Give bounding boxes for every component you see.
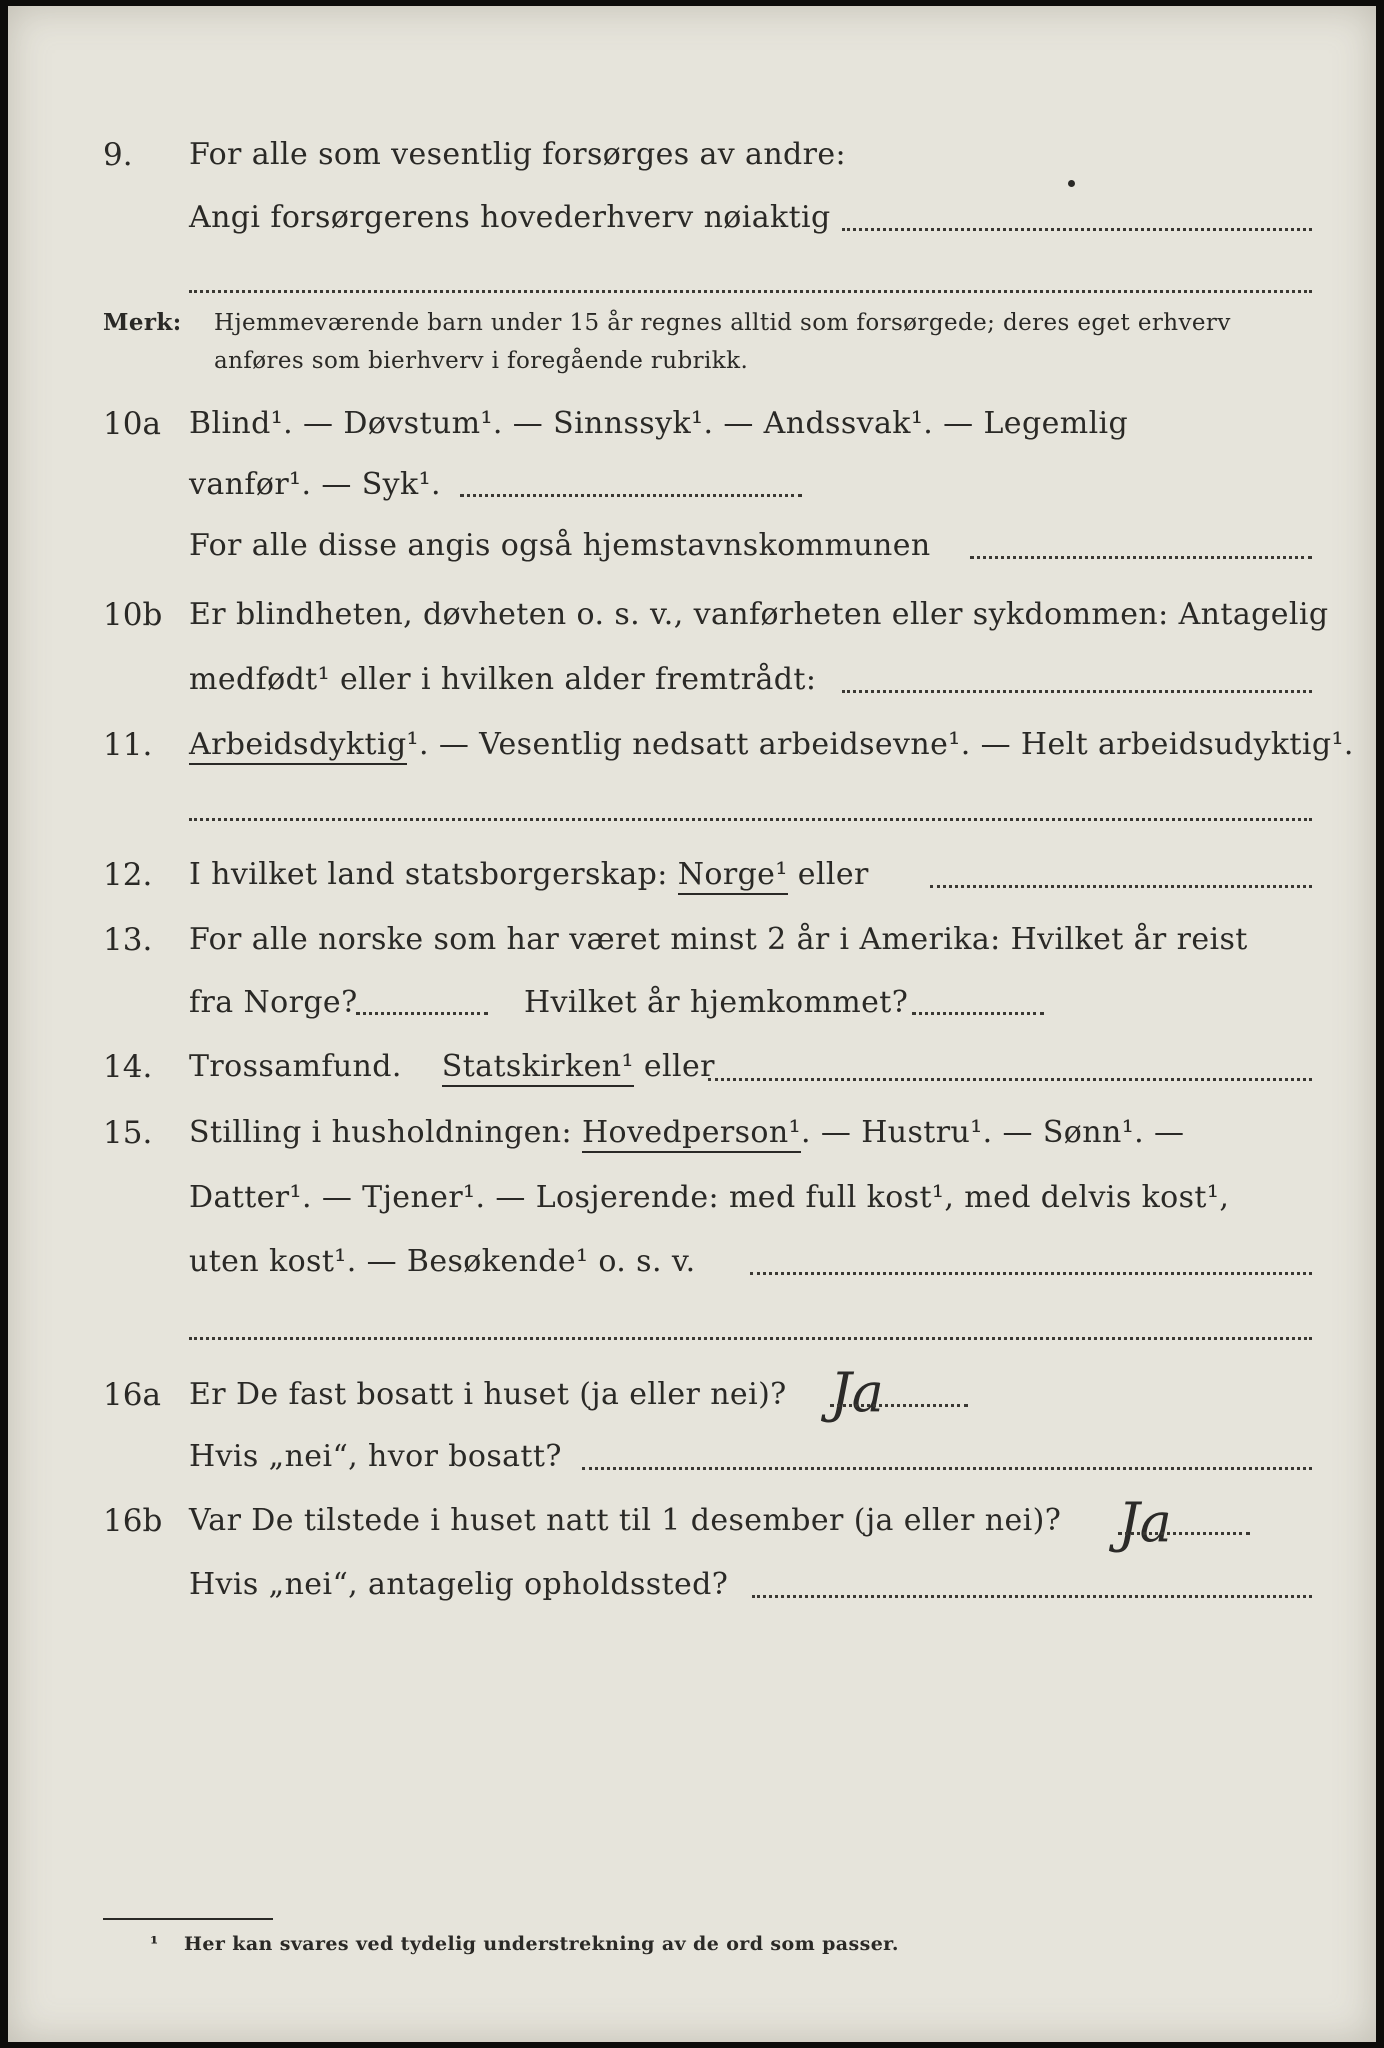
q13-row-1	[0, 915, 1384, 965]
footnote-rule	[103, 1918, 273, 1920]
q16a-number: 16a	[103, 1377, 161, 1413]
q9-text-2: Angi forsørgerens hovederhverv nøiaktig	[189, 200, 831, 235]
q15-underlined-choice: Hovedperson¹	[582, 1115, 801, 1153]
q11-row	[0, 720, 1384, 770]
q12-answer-line[interactable]	[930, 885, 1312, 888]
q14-answer-line[interactable]	[708, 1078, 1312, 1081]
q14-row	[0, 1042, 1384, 1092]
q10b-number: 10b	[103, 597, 163, 633]
q12-prefix: I hvilket land statsborgerskap:	[189, 857, 668, 892]
q10b-text-2: medfødt¹ eller i hvilken alder fremtrådt:	[189, 662, 817, 697]
merk-label: Merk:	[103, 309, 182, 336]
q14-underlined-choice: Statskirken¹	[442, 1049, 634, 1087]
q10a-number: 10a	[103, 406, 161, 442]
q16b-number: 16b	[103, 1503, 163, 1539]
q10a-text-1: Blind¹. — Døvstum¹. — Sinnssyk¹. — Andssvak¹. — Legemlig	[189, 406, 1129, 441]
q13-departure-year-line[interactable]	[356, 1012, 488, 1015]
q15-prefix: Stilling i husholdningen:	[189, 1115, 573, 1150]
q11-options: ¹. — Vesentlig nedsatt arbeidsevne¹. — Helt arbeidsudyktig¹.	[406, 727, 1354, 762]
merk-row-2	[0, 336, 1384, 386]
q12-number: 12.	[103, 857, 153, 893]
q14-prefix: Trossamfund.	[189, 1049, 402, 1084]
q14-number: 14.	[103, 1049, 153, 1085]
q13-row-2	[0, 978, 1384, 1028]
q13-text-2b: Hvilket år hjemkommet?	[524, 985, 909, 1020]
q10a-row-2	[0, 460, 1384, 510]
q16a-text-2: Hvis „nei“, hvor bosatt?	[189, 1439, 562, 1474]
q16a-answer-line[interactable]	[830, 1404, 968, 1407]
q16a-residence-line[interactable]	[582, 1467, 1312, 1470]
q15-answer-line-1[interactable]	[750, 1272, 1312, 1275]
q14-suffix: eller	[643, 1049, 715, 1084]
q10b-answer-line[interactable]	[842, 690, 1312, 693]
q16a-row-2	[0, 1432, 1384, 1482]
q13-text-2a: fra Norge?	[189, 985, 358, 1020]
q10a-text-3: For alle disse angis også hjemstavnskommunen	[189, 528, 931, 563]
q11-underlined-choice: Arbeidsdyktig	[189, 727, 407, 765]
q16b-text-1: Var De tilstede i huset natt til 1 desember (ja eller nei)?	[189, 1503, 1062, 1538]
q15-row-1	[0, 1108, 1384, 1158]
q9-row-2	[0, 193, 1384, 243]
q16a-row-1	[0, 1370, 1384, 1420]
q15-answer-line-2[interactable]	[189, 1337, 1312, 1340]
q9-answer-line-1[interactable]	[842, 228, 1312, 231]
q15-row-2	[0, 1173, 1384, 1223]
q12-underlined-choice: Norge¹	[678, 857, 788, 895]
q10b-text-1: Er blindheten, døvheten o. s. v., vanførheten eller sykdommen: Antagelig	[189, 597, 1329, 632]
q12-suffix: eller	[797, 857, 869, 892]
footnote-row	[0, 1926, 1384, 1962]
q10b-row-2	[0, 655, 1384, 705]
merk-text-1: Hjemmeværende barn under 15 år regnes alltid som forsørgede; deres eget erhverv	[214, 310, 1231, 336]
q10a-answer-line-2[interactable]	[970, 556, 1312, 559]
q15-row-3	[0, 1237, 1384, 1287]
q16b-handwritten-answer[interactable]: Ja	[1118, 1491, 1172, 1554]
q16b-row-1	[0, 1496, 1384, 1546]
q16a-handwritten-answer[interactable]: Ja	[830, 1361, 884, 1424]
q10a-answer-line-1[interactable]	[460, 494, 802, 497]
q10a-row-1	[0, 399, 1384, 449]
q9-row-1	[0, 130, 1384, 180]
q12-row	[0, 850, 1384, 900]
merk-text-2: anføres som bierhverv i foregående rubrikk.	[214, 348, 749, 374]
q11-answer-line[interactable]	[189, 818, 1312, 821]
q15-text-3: uten kost¹. — Besøkende¹ o. s. v.	[189, 1244, 696, 1279]
ink-speck	[1068, 180, 1075, 187]
q16a-text-1: Er De fast bosatt i huset (ja eller nei)?	[189, 1377, 787, 1412]
footnote-marker: ¹	[150, 1933, 159, 1955]
q16b-whereabouts-line[interactable]	[752, 1595, 1312, 1598]
q16b-row-2	[0, 1560, 1384, 1610]
q9-number: 9.	[103, 137, 133, 173]
q15-options-1: . — Hustru¹. — Sønn¹. —	[801, 1115, 1185, 1150]
q13-number: 13.	[103, 922, 153, 958]
q10b-row-1	[0, 590, 1384, 640]
q15-text-2: Datter¹. — Tjener¹. — Losjerende: med full kost¹, med delvis kost¹,	[189, 1180, 1230, 1215]
footnote-text: Her kan svares ved tydelig understrekning av de ord som passer.	[184, 1933, 899, 1955]
q10a-text-2: vanfør¹. — Syk¹.	[189, 467, 441, 502]
q9-text-1: For alle som vesentlig forsørges av andre:	[189, 137, 847, 172]
q13-text-1: For alle norske som har været minst 2 år i Amerika: Hvilket år reist	[189, 922, 1248, 957]
q10a-row-3	[0, 521, 1384, 571]
q16b-answer-line[interactable]	[1118, 1532, 1250, 1535]
q15-number: 15.	[103, 1115, 153, 1151]
q11-number: 11.	[103, 727, 153, 763]
q9-answer-line-2[interactable]	[189, 290, 1312, 293]
q16b-text-2: Hvis „nei“, antagelig opholdssted?	[189, 1567, 729, 1602]
q13-return-year-line[interactable]	[912, 1012, 1044, 1015]
